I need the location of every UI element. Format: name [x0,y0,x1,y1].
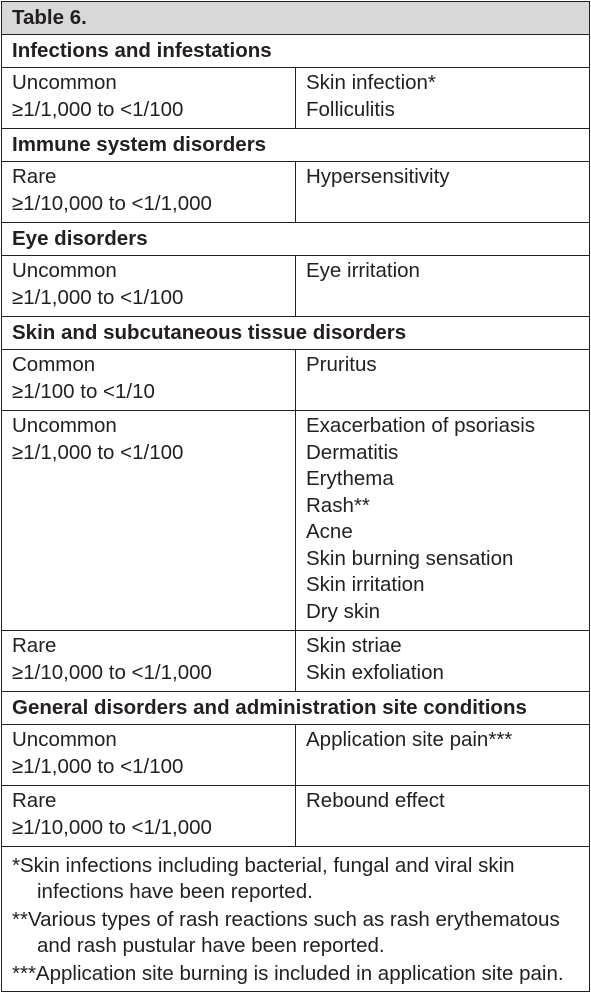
effects-cell [296,162,590,223]
adverse-effect: Skin burning sensation [306,546,514,570]
frequency-label: Uncommon [12,728,117,751]
table-row [2,631,590,692]
table-row [2,786,590,847]
footnote: **Various types of rash reactions such as rash erythematous and rash pustular have been reported. [12,908,560,957]
adverse-effect: Skin irritation [306,573,425,596]
table-row [2,725,590,786]
frequency-cell [2,68,296,129]
adverse-effect: Hypersensitivity [306,165,450,188]
frequency-label: Uncommon [12,259,117,282]
section-heading: General disorders and administration site conditions [2,692,590,725]
adverse-effect: Erythema [306,467,394,490]
table-row [2,411,590,631]
adverse-effect: Folliculitis [306,97,395,121]
frequency-label: Uncommon [12,414,117,437]
frequency-range: ≥1/1,000 to <1/100 [12,97,184,121]
frequency-label: Rare [12,789,57,812]
section-heading: Eye disorders [2,223,590,256]
frequency-cell [2,631,296,692]
effects-cell [296,725,590,786]
footnote: *Skin infections including bacterial, fungal and viral skin infections have been reported. [12,854,515,903]
frequency-range: ≥1/1,000 to <1/100 [12,285,184,309]
adverse-effect: Rebound effect [306,789,445,812]
frequency-cell [2,162,296,223]
section-heading-row [2,35,590,68]
adverse-effect: Acne [306,520,353,543]
effects-cell [296,631,590,692]
table-row [2,68,590,129]
table-title: Table 6. [2,2,590,35]
frequency-label: Rare [12,634,57,657]
effects-cell [296,68,590,129]
frequency-label: Rare [12,165,57,188]
adverse-effect: Dermatitis [306,440,399,464]
footnote: ***Application site burning is included in application site pain. [12,962,564,985]
table-row [2,256,590,317]
footnotes [2,847,590,992]
adverse-effect: Exacerbation of psoriasis [306,414,536,437]
frequency-range: ≥1/10,000 to <1/1,000 [12,191,212,215]
section-heading-row [2,692,590,725]
adverse-effect: Rash** [306,493,370,517]
adverse-effect: Pruritus [306,353,377,376]
frequency-range: ≥1/10,000 to <1/1,000 [12,660,212,684]
section-heading: Skin and subcutaneous tissue disorders [2,317,590,350]
effects-cell [296,786,590,847]
effects-cell [296,350,590,411]
table-row [2,162,590,223]
section-heading-row [2,223,590,256]
frequency-range: ≥1/10,000 to <1/1,000 [12,815,212,839]
adverse-effect: Skin infection* [306,71,436,94]
frequency-cell [2,411,296,631]
section-heading-row [2,317,590,350]
frequency-cell [2,725,296,786]
table-title-row [2,2,590,35]
section-heading-row [2,129,590,162]
frequency-range: ≥1/1,000 to <1/100 [12,440,184,464]
table-body [2,2,590,992]
adverse-reactions-table [1,1,590,992]
adverse-effect: Skin striae [306,634,402,657]
table-row [2,350,590,411]
effects-cell [296,256,590,317]
frequency-cell [2,256,296,317]
frequency-range: ≥1/100 to <1/10 [12,379,155,403]
frequency-range: ≥1/1,000 to <1/100 [12,754,184,778]
frequency-label: Common [12,353,96,376]
frequency-cell [2,786,296,847]
section-heading: Immune system disorders [2,129,590,162]
adverse-effect: Application site pain*** [306,728,513,751]
effects-cell [296,411,590,631]
adverse-effect: Dry skin [306,599,381,623]
footnotes-row [2,847,590,992]
frequency-cell [2,350,296,411]
adverse-effect: Skin exfoliation [306,660,444,684]
adverse-effect: Eye irritation [306,259,420,282]
section-heading: Infections and infestations [2,35,590,68]
frequency-label: Uncommon [12,71,117,94]
